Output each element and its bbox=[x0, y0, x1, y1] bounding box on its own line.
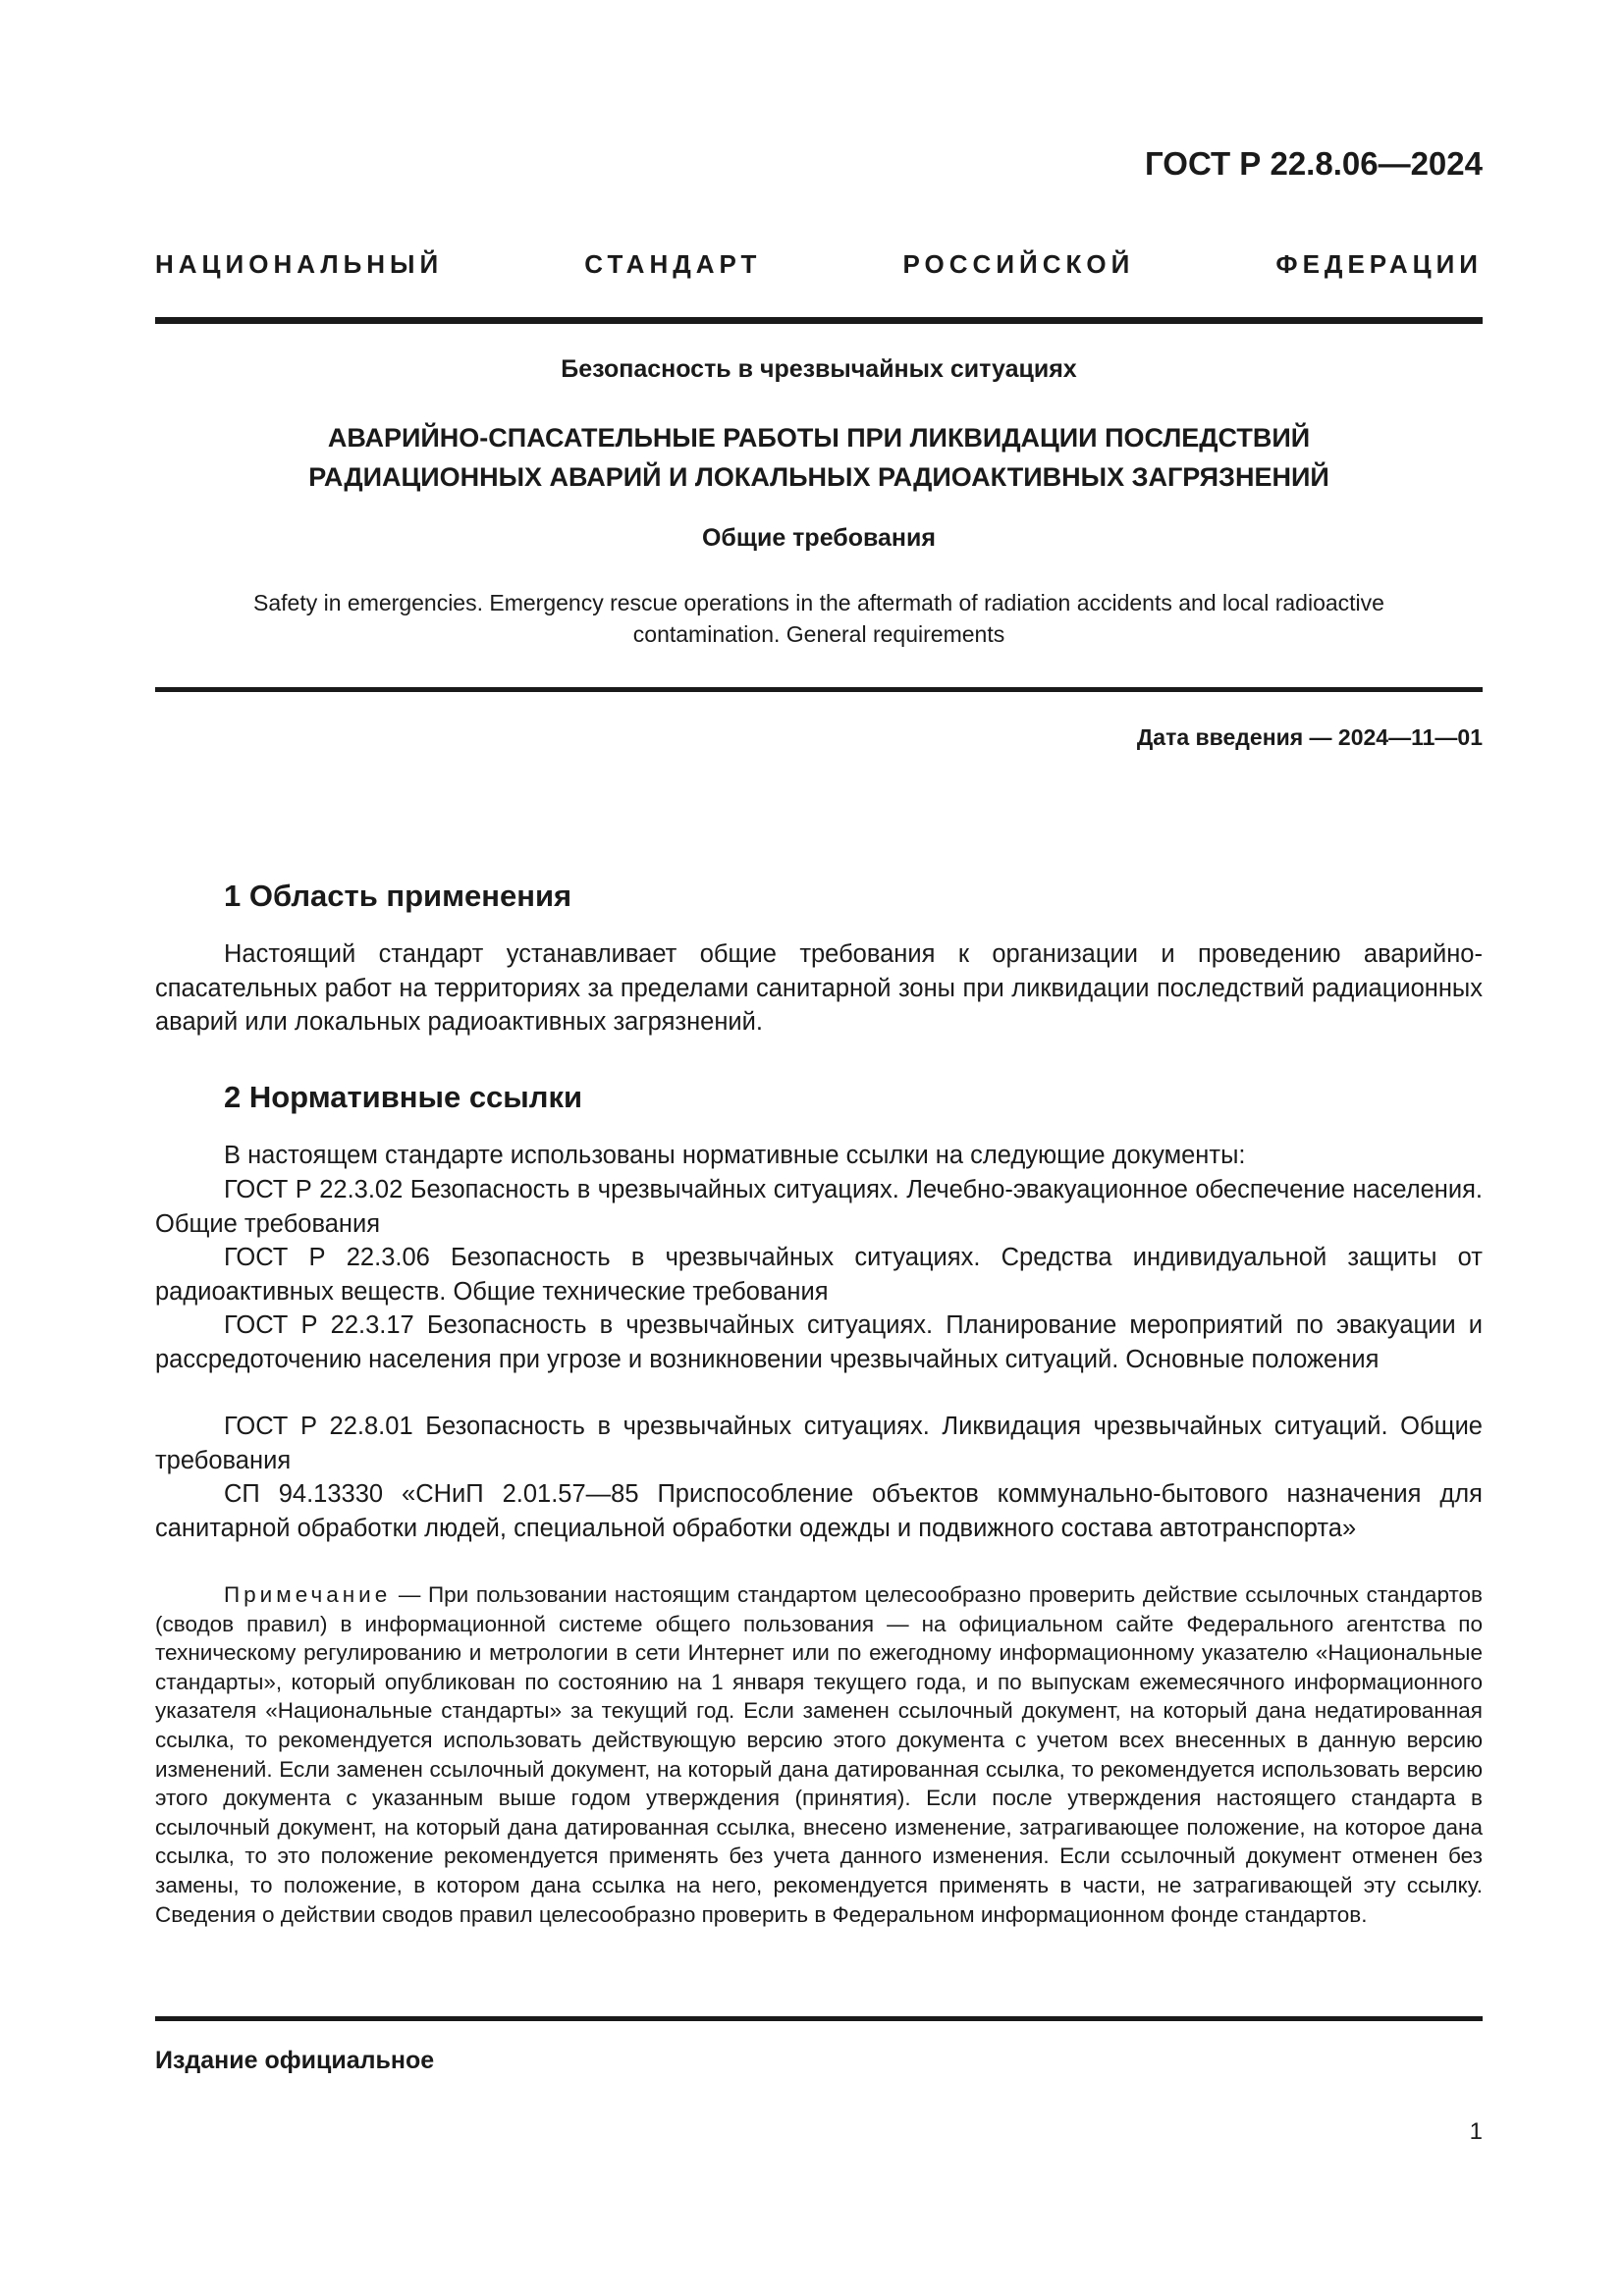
english-title-line-2: contamination. General requirements bbox=[632, 621, 1005, 647]
english-title bbox=[155, 587, 1483, 650]
section-1-heading: 1 Область применения bbox=[224, 879, 572, 913]
footer-divider bbox=[155, 2016, 1483, 2021]
section-2-heading: 2 Нормативные ссылки bbox=[224, 1080, 583, 1114]
note-label: Примечание bbox=[224, 1582, 392, 1607]
introduction-date: Дата введения — 2024—11—01 bbox=[1136, 724, 1483, 750]
reference-item: СП 94.13330 «СНиП 2.01.57—85 Приспособление объектов коммунально-бытового назначения для санитарной обработки людей, специальной обработки одежды и подвижного состава автотранспорта» bbox=[155, 1480, 1483, 1542]
reference-note bbox=[155, 1580, 1483, 1929]
reference-item: ГОСТ Р 22.3.17 Безопасность в чрезвычайных ситуациях. Планирование мероприятий по эвакуации и рассредоточению населения при угрозе и возникновении чрезвычайных ситуаций. Основные положения bbox=[155, 1311, 1483, 1373]
section-2-intro: В настоящем стандарте использованы нормативные ссылки на следующие документы: bbox=[224, 1142, 1246, 1169]
note-text: — При пользовании настоящим стандартом целесообразно проверить действие ссылочных стандартов (сводов правил) в информационной системе общего пользования — на официальном сайте Федерального агентства по техническому регулированию и метрологии в сети Интернет или по ежегодному информационному указателю «Национальные стандарты», который опубликован по состоянию на 1 января текущего года, и по выпускам ежемесячного информационного указателя «Национальные стандарты» за текущий год. Если заменен ссылочный документ, на который дана недатированная ссылка, то рекомендуется использовать действующую версию этого документа с учетом всех внесенных в данную версию изменений. Если заменен ссылочный документ, на который дана датированная ссылка, то рекомендуется использовать версию этого документа с указанным выше годом утверждения (принятия). Если после утверждения настоящего стандарта в ссылочный документ, на который дана датированная ссылка, внесено изменение, затрагивающее положение, на которое дана ссылка, то это положение рекомендуется применять без учета данного изменения. Если ссылочный документ отменен без замены, то положение, в котором дана ссылка на него, рекомендуется применять в части, не затрагивающей эту ссылку. Сведения о действии сводов правил целесообразно проверить в Федеральном информационном фонде стандартов. bbox=[155, 1582, 1483, 1927]
title-line-1: АВАРИЙНО-СПАСАТЕЛЬНЫЕ РАБОТЫ ПРИ ЛИКВИДАЦИИ ПОСЛЕДСТВИЙ bbox=[327, 423, 1311, 453]
document-category: Безопасность в чрезвычайных ситуациях bbox=[561, 355, 1077, 383]
standard-banner: НАЦИОНАЛЬНЫЙ СТАНДАРТ РОССИЙСКОЙ ФЕДЕРАЦИИ bbox=[155, 249, 1483, 279]
reference-item: ГОСТ Р 22.3.06 Безопасность в чрезвычайных ситуациях. Средства индивидуальной защиты от радиоактивных веществ. Общие технические требования bbox=[155, 1244, 1483, 1306]
document-code: ГОСТ Р 22.8.06—2024 bbox=[1145, 145, 1483, 182]
english-title-line-1: Safety in emergencies. Emergency rescue operations in the aftermath of radiation accidents and local radioactive bbox=[253, 590, 1384, 615]
title-line-2: РАДИАЦИОННЫХ АВАРИЙ И ЛОКАЛЬНЫХ РАДИОАКТИВНЫХ ЗАГРЯЗНЕНИЙ bbox=[308, 462, 1329, 492]
page-number: 1 bbox=[1469, 2118, 1483, 2145]
reference-item: ГОСТ Р 22.8.01 Безопасность в чрезвычайных ситуациях. Ликвидация чрезвычайных ситуаций. Общие требования bbox=[155, 1413, 1483, 1474]
official-edition-label: Издание официальное bbox=[155, 2047, 435, 2074]
reference-item: ГОСТ Р 22.3.02 Безопасность в чрезвычайных ситуациях. Лечебно-эвакуационное обеспечение населения. Общие требования bbox=[155, 1176, 1483, 1238]
document-title bbox=[155, 418, 1483, 497]
title-divider bbox=[155, 687, 1483, 692]
section-1-text: Настоящий стандарт устанавливает общие требования к организации и проведению аварийно-спасательных работ на территориях за пределами санитарной зоны при ликвидации последствий радиационных аварий или локальных радиоактивных загрязнений. bbox=[155, 940, 1483, 1036]
document-subtitle: Общие требования bbox=[701, 524, 936, 552]
top-divider bbox=[155, 317, 1483, 324]
